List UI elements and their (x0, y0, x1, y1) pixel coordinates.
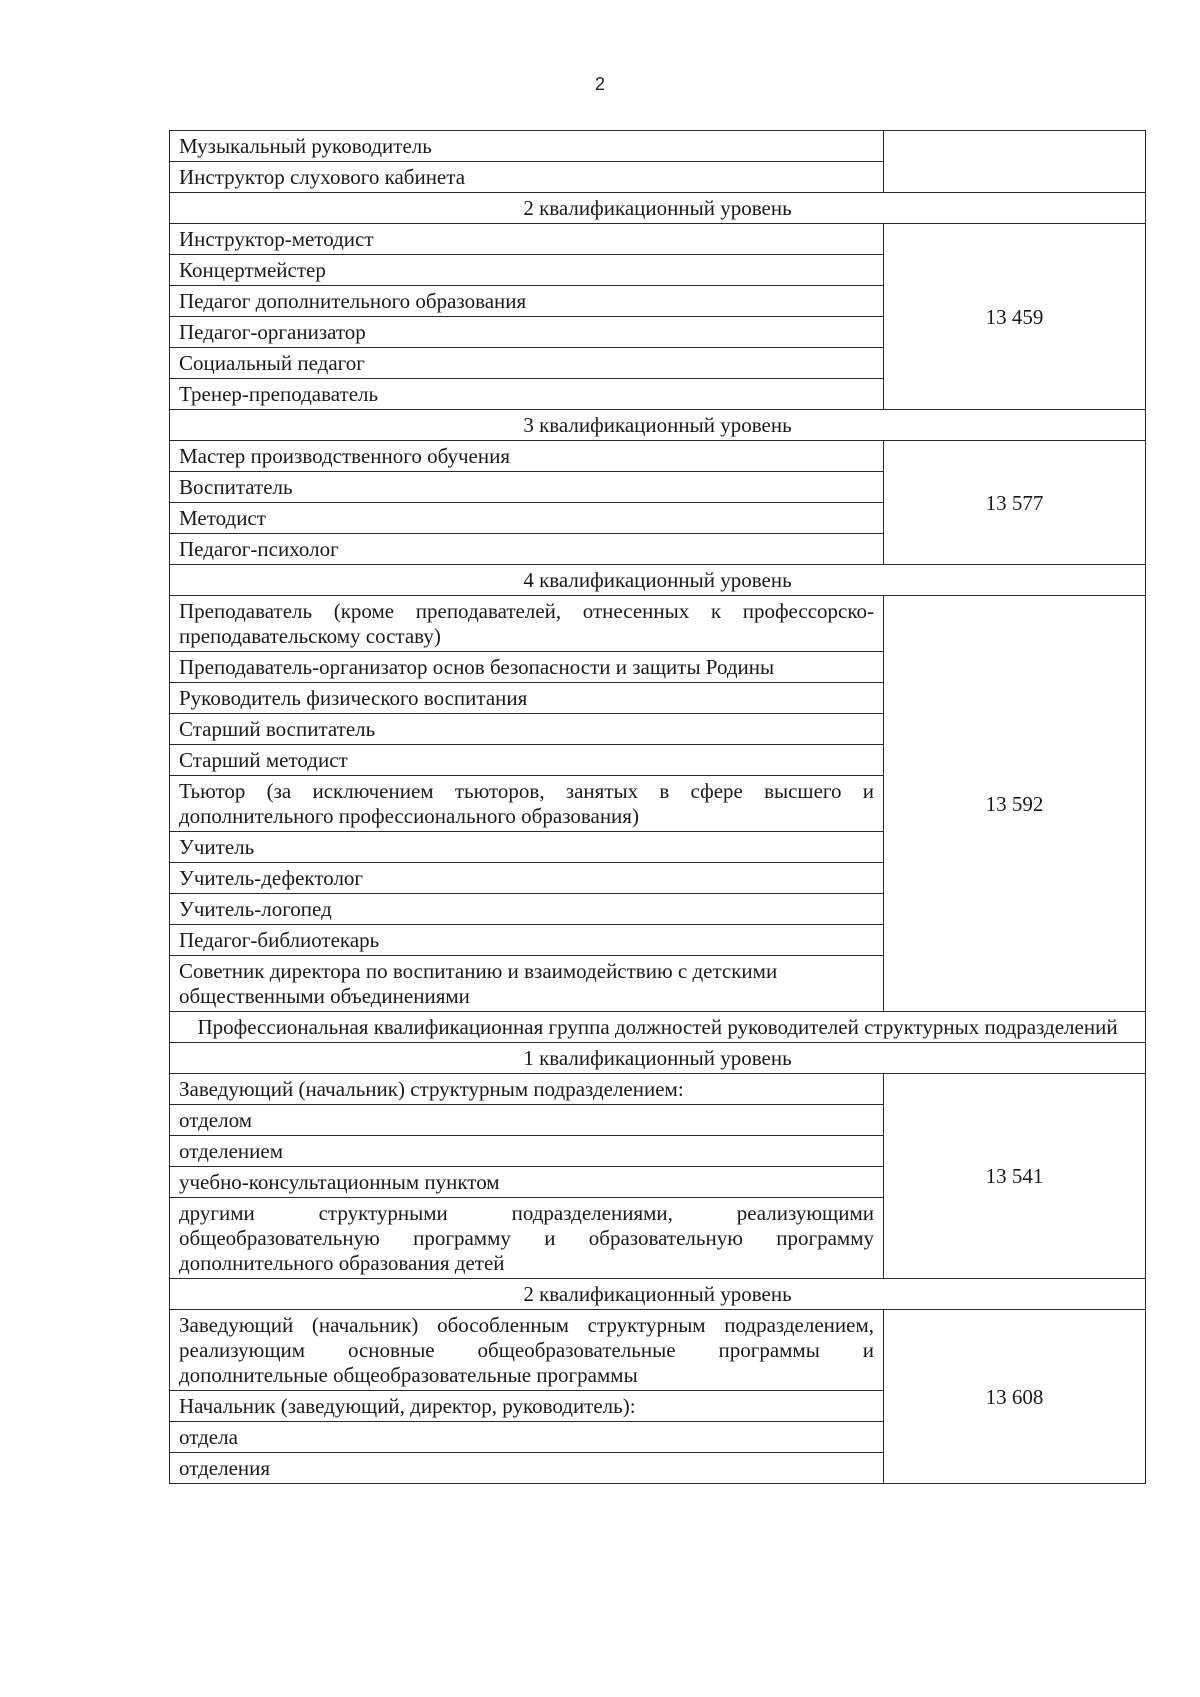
position-name: Педагог-организатор (170, 317, 884, 348)
position-name: Учитель (170, 832, 884, 863)
position-name: отдела (170, 1422, 884, 1453)
position-name: Тьютор (за исключением тьюторов, занятых в сфере высшего и дополнительного профессионального образования) (170, 776, 884, 832)
position-name: Старший воспитатель (170, 714, 884, 745)
position-name: Методист (170, 503, 884, 534)
salary-cell (884, 131, 1146, 193)
qualification-level-heading: 1 квалификационный уровень (170, 1043, 1146, 1074)
level-row (170, 1043, 1146, 1074)
position-name: Заведующий (начальник) обособленным структурным подразделением, реализующим основные общеобразовательные программы и дополнительные общеобразовательные программы (170, 1310, 884, 1391)
position-name: учебно-консультационным пунктом (170, 1167, 884, 1198)
position-name: Инструктор слухового кабинета (170, 162, 884, 193)
position-name: Педагог дополнительного образования (170, 286, 884, 317)
level-row (170, 410, 1146, 441)
page-number: 2 (594, 74, 605, 94)
position-name: Тренер-преподаватель (170, 379, 884, 410)
position-name: другими структурными подразделениями, реализующими общеобразовательную программу и образовательную программу дополнительного образования детей (170, 1198, 884, 1279)
qualification-group-heading: Профессиональная квалификационная группа должностей руководителей структурных подразделений (170, 1012, 1146, 1043)
salary-table (169, 130, 1146, 1484)
table-row (170, 1310, 1146, 1391)
position-name: Старший методист (170, 745, 884, 776)
salary-value: 13 541 (884, 1074, 1146, 1279)
position-name: Социальный педагог (170, 348, 884, 379)
qualification-level-heading: 2 квалификационный уровень (170, 1279, 1146, 1310)
position-name: Учитель-дефектолог (170, 863, 884, 894)
position-name: Музыкальный руководитель (170, 131, 884, 162)
salary-value: 13 592 (884, 596, 1146, 1012)
table-row (170, 1074, 1146, 1105)
salary-value: 13 608 (884, 1310, 1146, 1484)
position-name: Советник директора по воспитанию и взаимодействию с детскими общественными объединениями (170, 956, 884, 1012)
position-name: Преподаватель (кроме преподавателей, отнесенных к профессорско-преподавательскому составу) (170, 596, 884, 652)
position-name: Преподаватель-организатор основ безопасности и защиты Родины (170, 652, 884, 683)
position-name: Педагог-библиотекарь (170, 925, 884, 956)
level-row (170, 1279, 1146, 1310)
qualification-level-heading: 2 квалификационный уровень (170, 193, 1146, 224)
position-name: отделения (170, 1453, 884, 1484)
salary-value: 13 459 (884, 224, 1146, 410)
qualification-level-heading: 3 квалификационный уровень (170, 410, 1146, 441)
table-row (170, 131, 1146, 162)
position-name: Заведующий (начальник) структурным подразделением: (170, 1074, 884, 1105)
salary-value: 13 577 (884, 441, 1146, 565)
position-name: Инструктор-методист (170, 224, 884, 255)
group-row (170, 1012, 1146, 1043)
table-row (170, 441, 1146, 472)
position-name: Мастер производственного обучения (170, 441, 884, 472)
level-row (170, 193, 1146, 224)
level-row (170, 565, 1146, 596)
position-name: отделением (170, 1136, 884, 1167)
position-name: Учитель-логопед (170, 894, 884, 925)
qualification-level-heading: 4 квалификационный уровень (170, 565, 1146, 596)
table-row (170, 224, 1146, 255)
position-name: отделом (170, 1105, 884, 1136)
table-row (170, 596, 1146, 652)
position-name: Воспитатель (170, 472, 884, 503)
position-name: Концертмейстер (170, 255, 884, 286)
position-name: Начальник (заведующий, директор, руководитель): (170, 1391, 884, 1422)
position-name: Педагог-психолог (170, 534, 884, 565)
position-name: Руководитель физического воспитания (170, 683, 884, 714)
